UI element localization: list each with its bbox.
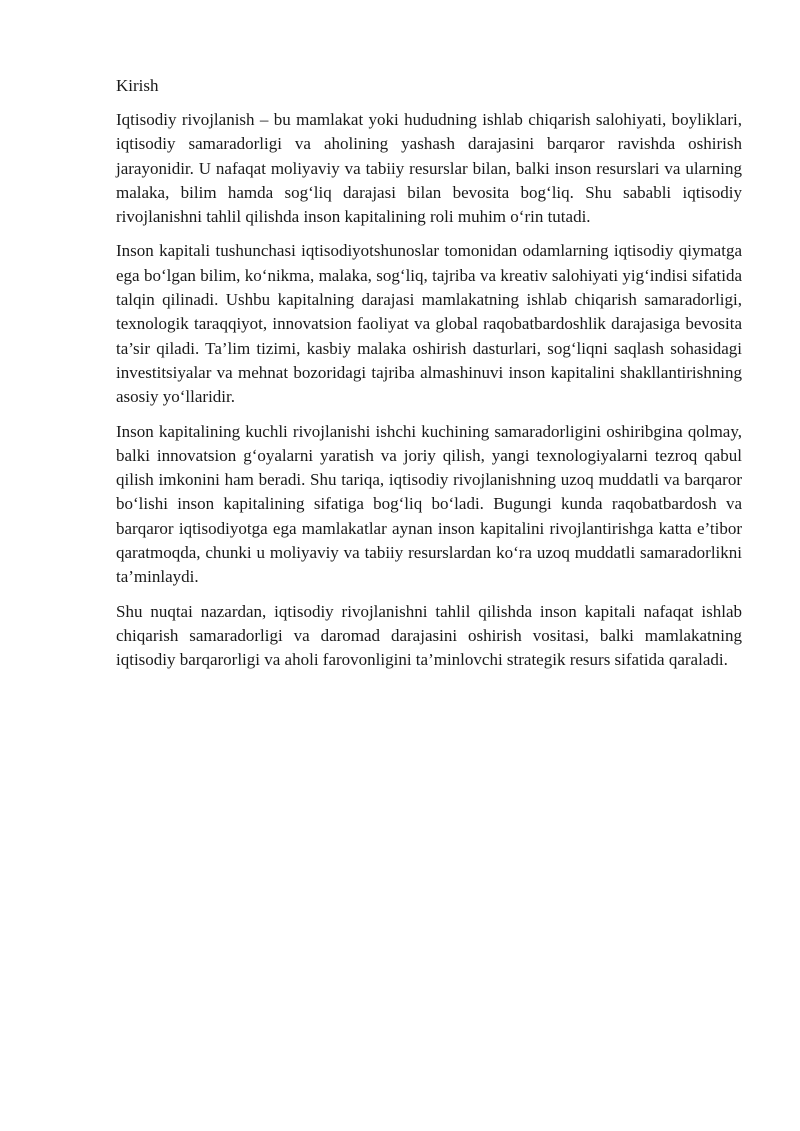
document-page — [116, 74, 742, 683]
paragraph-3: Inson kapitalining kuchli rivojlanishi ishchi kuchining samaradorligini oshiribgina qolmay, balki innovatsion g‘oyalarni yaratish va joriy qilish, yangi texnologiyalarni tezroq qabul qilish imkonini ham beradi. Shu tariqa, iqtisodiy rivojlanishning uzoq muddatli va barqaror bo‘lishi inson kapitalining sifatiga bog‘liq bo‘ladi. Bugungi kunda raqobatbardosh va barqaror iqtisodiyotga ega mamlakatlar aynan inson kapitalini rivojlantirishga katta e’tibor qaratmoqda, chunki u moliyaviy va tabiiy resurslardan ko‘ra uzoq muddatli samaradorlikni ta’minlaydi. — [116, 421, 742, 587]
paragraph-1: Iqtisodiy rivojlanish – bu mamlakat yoki hududning ishlab chiqarish salohiyati, boyliklari, iqtisodiy samaradorligi va aholining yashash darajasini barqaror ravishda oshirish jarayonidir. U nafaqat moliyaviy va tabiiy resurslar bilan, balki inson resurslari va ularning malaka, bilim hamda sog‘liq darajasi bilan bevosita bog‘liq. Shu sababli iqtisodiy rivojlanishni tahlil qilishda inson kapitalining roli muhim o‘rin tutadi. — [116, 110, 742, 227]
section-heading: Kirish — [116, 76, 159, 95]
paragraph-2: Inson kapitali tushunchasi iqtisodiyotshunoslar tomonidan odamlarning iqtisodiy qiymatga ega bo‘lgan bilim, ko‘nikma, malaka, sog‘liq, tajriba va kreativ salohiyati yig‘indisi sifatida talqin qilinadi. Ushbu kapitalning darajasi mamlakatning ishlab chiqarish samaradorligi, texnologik taraqqiyot, innovatsion faoliyat va global raqobatbardoshlik darajasiga bevosita ta’sir qiladi. Ta’lim tizimi, kasbiy malaka oshirish dasturlari, sog‘liqni saqlash sohasidagi investitsiyalar va mehnat bozoridagi tajriba almashinuvi inson kapitalini shakllantirishning asosiy yo‘llaridir. — [116, 241, 742, 407]
paragraph-4: Shu nuqtai nazardan, iqtisodiy rivojlanishni tahlil qilishda inson kapitali nafaqat ishlab chiqarish samaradorligi va daromad darajasini oshirish vositasi, balki mamlakatning iqtisodiy barqarorligi va aholi farovonligini ta’minlovchi strategik resurs sifatida qaraladi. — [116, 601, 742, 670]
